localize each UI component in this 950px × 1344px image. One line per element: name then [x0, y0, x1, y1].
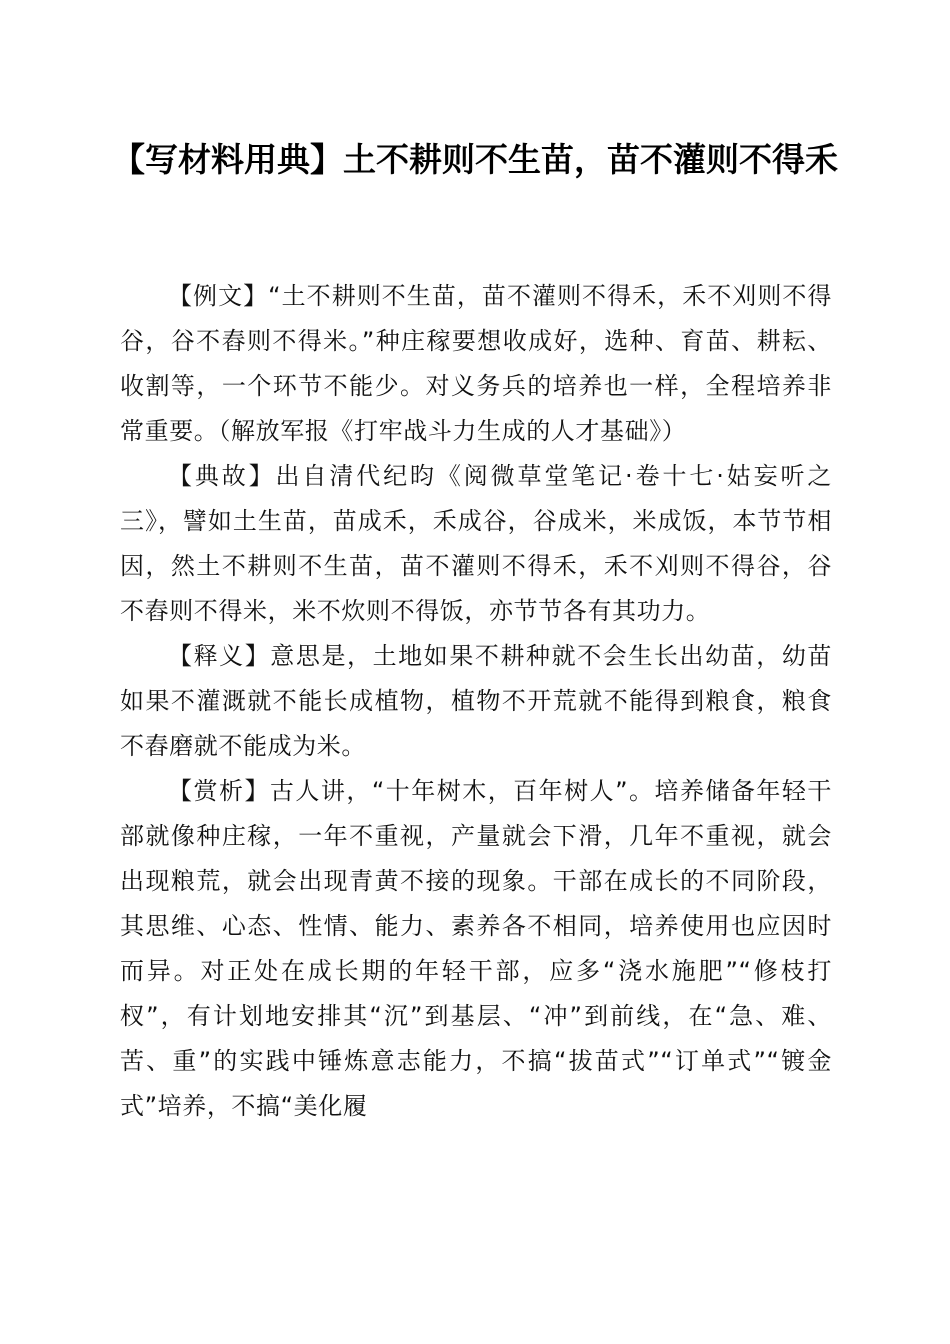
paragraph-example: 【例文】“土不耕则不生苗，苗不灌则不得禾，禾不刈则不得谷，谷不舂则不得米。”种庄稼要想收成好，选种、育苗、耕耘、收割等，一个环节不能少。对义务兵的培养也一样，全程培养非常重要。（解放军报《打牢战斗力生成的人才基础》） — [120, 282, 832, 445]
document-title: 【写材料用典】土不耕则不生苗，苗不灌则不得禾 — [112, 140, 838, 179]
paragraph-meaning: 【释义】意思是，土地如果不耕种就不会生长出幼苗，幼苗如果不灌溉就不能长成植物，植物不开荒就不能得到粮食，粮食不舂磨就不能成为米。 — [120, 642, 832, 760]
document-body — [120, 274, 832, 1129]
paragraph-appreciation: 【赏析】古人讲，“十年树木，百年树人”。培养储备年轻干部就像种庄稼，一年不重视，产量就会下滑，几年不重视，就会出现粮荒，就会出现青黄不接的现象。干部在成长的不同阶段，其思维、心态、性情、能力、素养各不相同，培养使用也应因时而异。对正处在成长期的年轻干部，应多“浇水施肥”“修枝打杈”，有计划地安排其“沉”到基层、“冲”到前线，在“急、难、苦、重”的实践中锤炼意志能力，不搞“拔苗式”“订单式”“镀金式”培养，不搞“美化履 — [120, 777, 832, 1120]
paragraph-allusion: 【典故】出自清代纪昀《阅微草堂笔记·卷十七·姑妄听之三》，譬如土生苗，苗成禾，禾成谷，谷成米，米成饭，本节节相因，然土不耕则不生苗，苗不灌则不得禾，禾不刈则不得谷，谷不舂则不得米，米不炊则不得饭，亦节节各有其功力。 — [120, 462, 832, 625]
